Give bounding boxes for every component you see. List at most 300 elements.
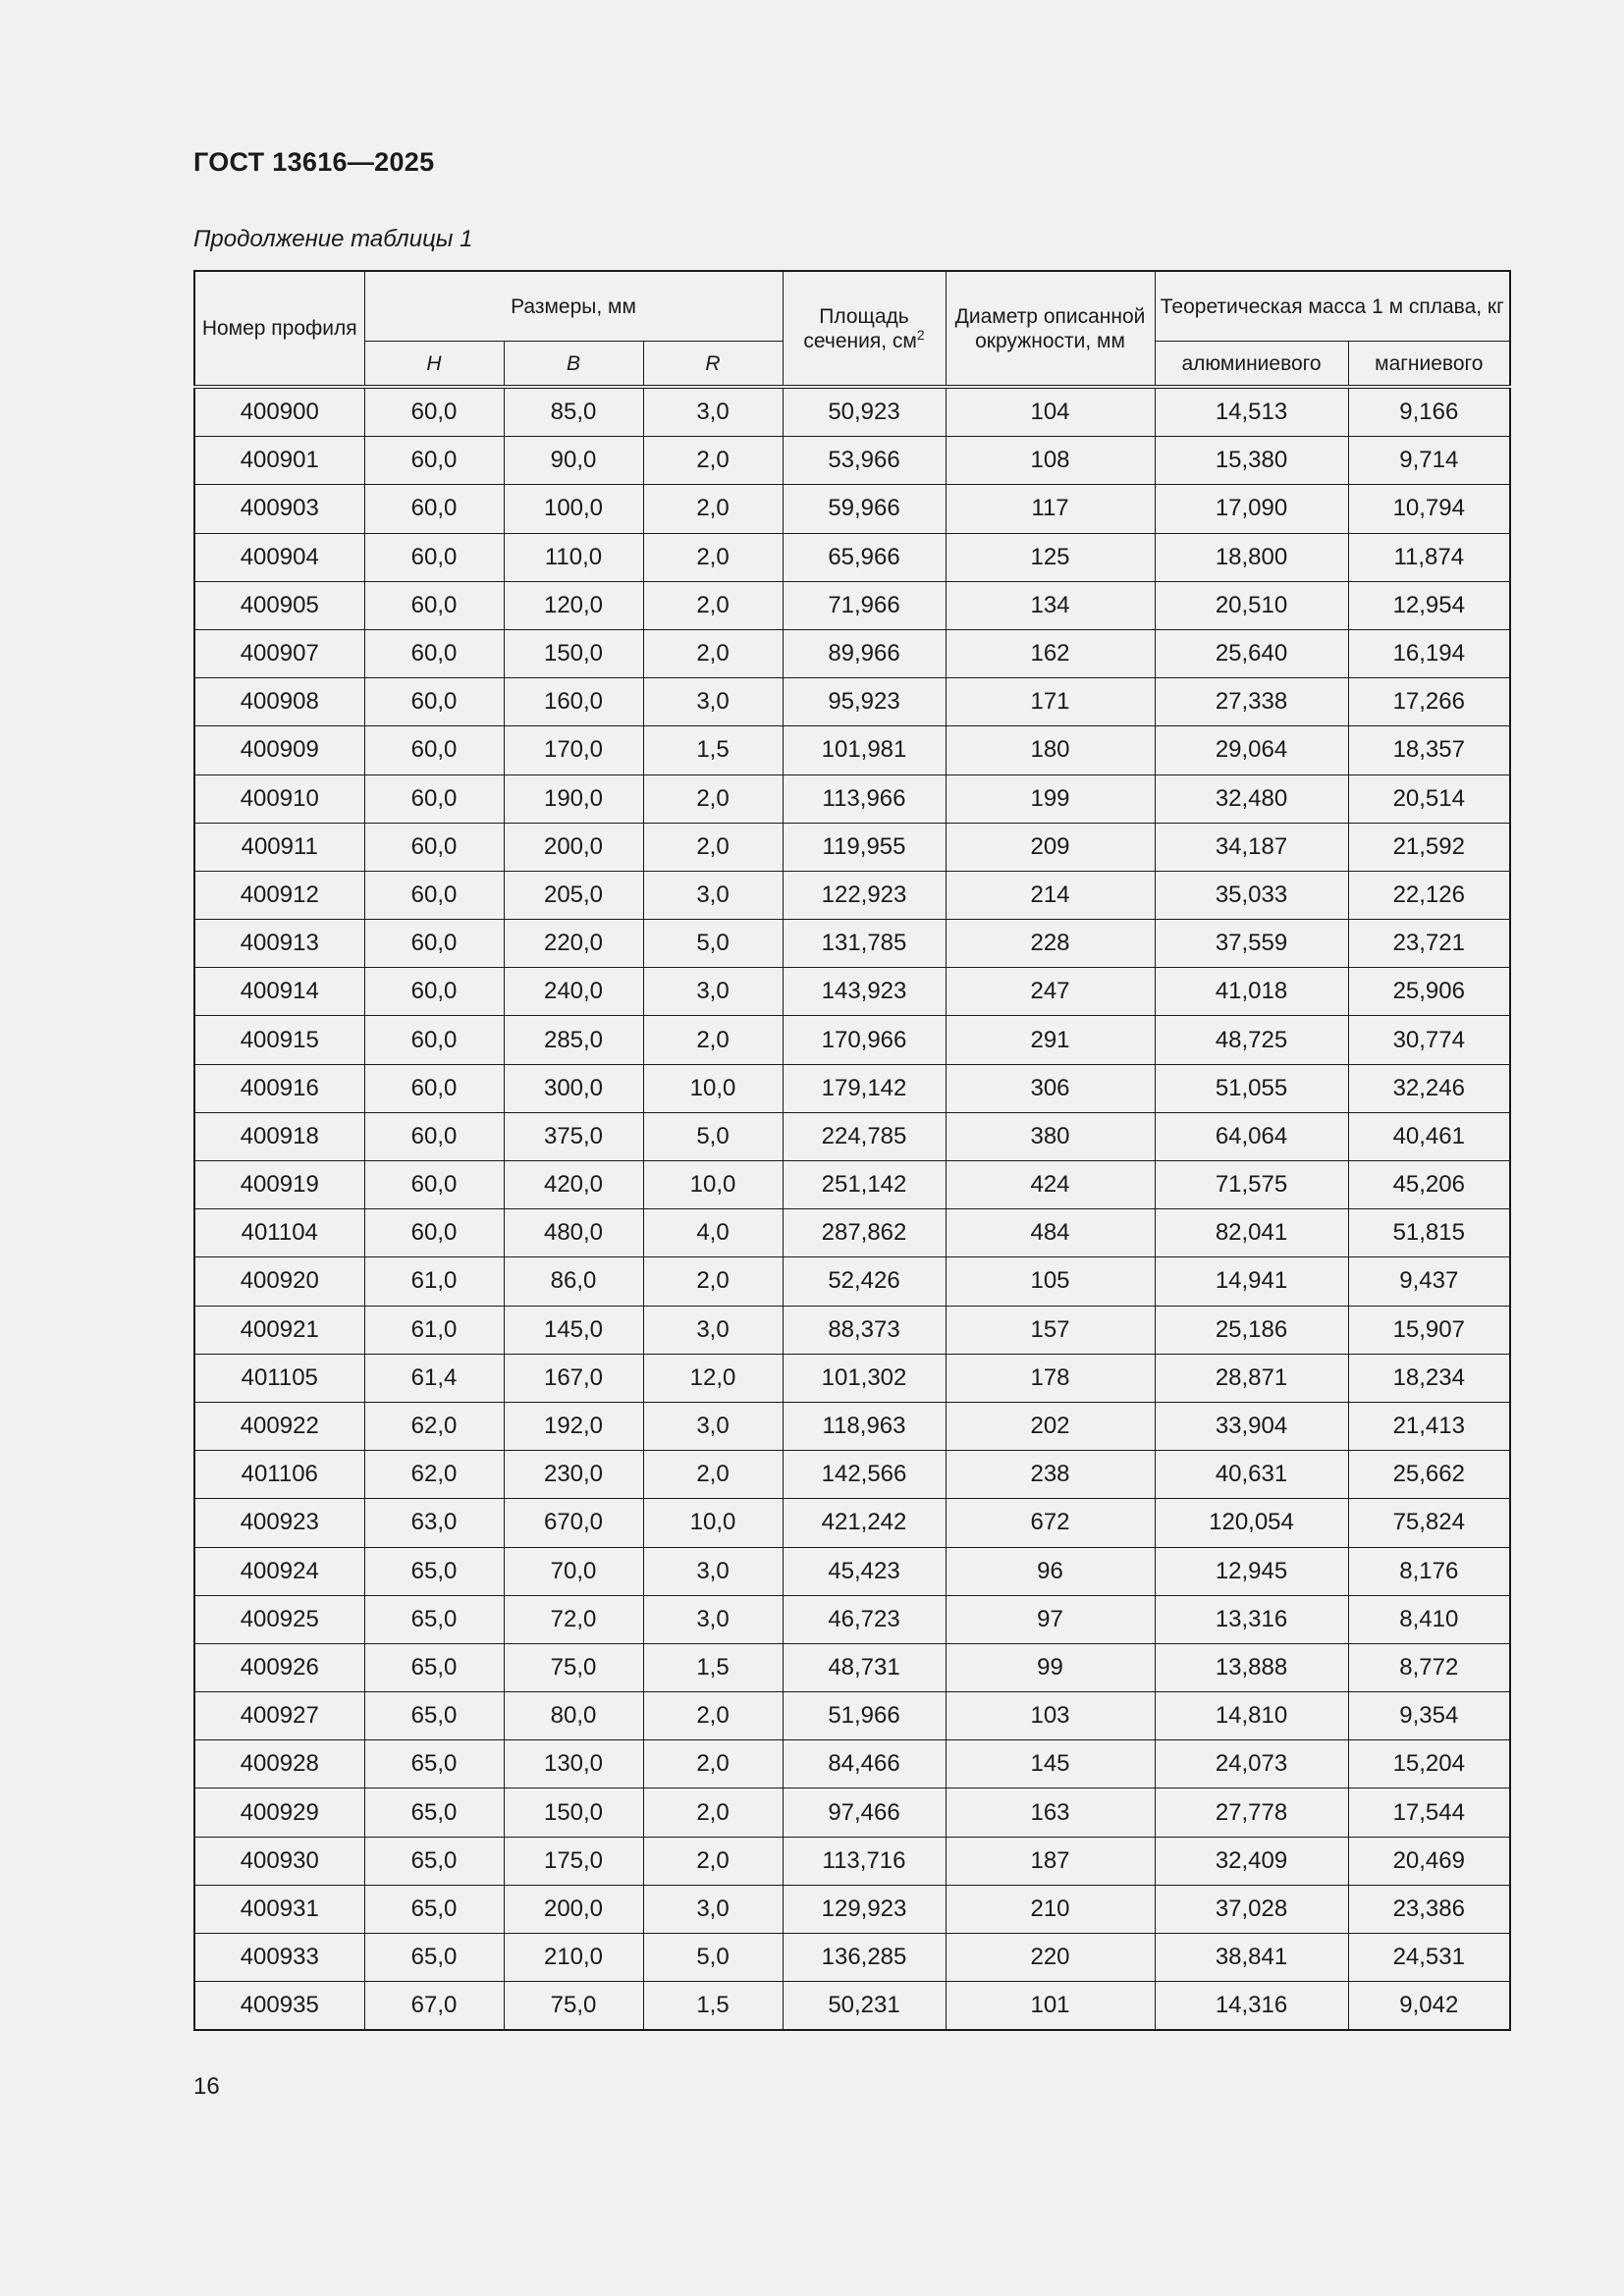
table-cell: 70,0 (504, 1547, 643, 1595)
table-cell: 192,0 (504, 1402, 643, 1450)
table-cell: 400900 (194, 387, 364, 437)
table-cell: 16,194 (1348, 629, 1510, 677)
table-cell: 88,373 (783, 1306, 946, 1354)
table-cell: 150,0 (504, 629, 643, 677)
table-cell: 3,0 (643, 1885, 783, 1933)
table-cell: 89,966 (783, 629, 946, 677)
table-cell: 40,461 (1348, 1112, 1510, 1160)
table-cell: 60,0 (364, 823, 504, 871)
table-cell: 28,871 (1155, 1354, 1348, 1402)
table-cell: 14,316 (1155, 1982, 1348, 2031)
table-cell: 400924 (194, 1547, 364, 1595)
table-cell: 38,841 (1155, 1934, 1348, 1982)
table-row (194, 774, 1510, 823)
table-cell: 34,187 (1155, 823, 1348, 871)
table-cell: 9,437 (1348, 1257, 1510, 1306)
table-cell: 228 (946, 920, 1155, 968)
table-cell: 145 (946, 1740, 1155, 1789)
table-cell: 59,966 (783, 485, 946, 533)
table-row (194, 968, 1510, 1016)
table-cell: 113,966 (783, 774, 946, 823)
table-cell: 60,0 (364, 920, 504, 968)
table-cell: 60,0 (364, 774, 504, 823)
table-cell: 61,0 (364, 1257, 504, 1306)
table-row (194, 1547, 1510, 1595)
table-cell: 11,874 (1348, 533, 1510, 581)
table-row (194, 920, 1510, 968)
table-cell: 400909 (194, 726, 364, 774)
table-cell: 424 (946, 1161, 1155, 1209)
table-cell: 52,426 (783, 1257, 946, 1306)
table-cell: 178 (946, 1354, 1155, 1402)
profiles-table (193, 270, 1511, 2031)
table-cell: 60,0 (364, 968, 504, 1016)
table-cell: 9,714 (1348, 437, 1510, 485)
table-cell: 64,064 (1155, 1112, 1348, 1160)
table-cell: 190,0 (504, 774, 643, 823)
table-cell: 50,923 (783, 387, 946, 437)
table-cell: 12,954 (1348, 581, 1510, 629)
table-cell: 25,640 (1155, 629, 1348, 677)
table-cell: 14,513 (1155, 387, 1348, 437)
table-cell: 2,0 (643, 1451, 783, 1499)
table-cell: 82,041 (1155, 1209, 1348, 1257)
table-cell: 484 (946, 1209, 1155, 1257)
header-area-text: Площадь сечения, см (803, 304, 917, 352)
table-cell: 120,054 (1155, 1499, 1348, 1547)
table-cell: 210 (946, 1885, 1155, 1933)
table-cell: 400925 (194, 1595, 364, 1643)
header-mass: Теоретическая масса 1 м сплава, кг (1155, 271, 1510, 342)
table-cell: 3,0 (643, 1306, 783, 1354)
table-caption: Продолжение таблицы 1 (193, 226, 473, 252)
table-cell: 75,824 (1348, 1499, 1510, 1547)
table-cell: 130,0 (504, 1740, 643, 1789)
header-dimensions: Размеры, мм (364, 271, 783, 342)
table-cell: 400912 (194, 871, 364, 919)
table-cell: 24,531 (1348, 1934, 1510, 1982)
table-cell: 400933 (194, 1934, 364, 1982)
table-cell: 400920 (194, 1257, 364, 1306)
table-cell: 2,0 (643, 823, 783, 871)
table-cell: 85,0 (504, 387, 643, 437)
table-cell: 71,575 (1155, 1161, 1348, 1209)
table-row (194, 1885, 1510, 1933)
table-cell: 27,778 (1155, 1789, 1348, 1837)
table-cell: 103 (946, 1692, 1155, 1740)
table-cell: 17,544 (1348, 1789, 1510, 1837)
table-cell: 136,285 (783, 1934, 946, 1982)
table-cell: 95,923 (783, 678, 946, 726)
table-row (194, 871, 1510, 919)
table-cell: 60,0 (364, 726, 504, 774)
table-cell: 118,963 (783, 1402, 946, 1450)
table-cell: 3,0 (643, 1402, 783, 1450)
table-cell: 60,0 (364, 1064, 504, 1112)
table-cell: 32,409 (1155, 1837, 1348, 1885)
table-row (194, 823, 1510, 871)
table-cell: 62,0 (364, 1402, 504, 1450)
table-cell: 400929 (194, 1789, 364, 1837)
table-cell: 18,357 (1348, 726, 1510, 774)
table-cell: 15,907 (1348, 1306, 1510, 1354)
table-cell: 2,0 (643, 1692, 783, 1740)
table-cell: 2,0 (643, 774, 783, 823)
table-cell: 48,725 (1155, 1016, 1348, 1064)
table-cell: 2,0 (643, 485, 783, 533)
table-cell: 2,0 (643, 533, 783, 581)
table-cell: 20,510 (1155, 581, 1348, 629)
table-cell: 180 (946, 726, 1155, 774)
table-row (194, 1064, 1510, 1112)
table-row (194, 1982, 1510, 2031)
table-cell: 400908 (194, 678, 364, 726)
table-cell: 71,966 (783, 581, 946, 629)
table-cell: 300,0 (504, 1064, 643, 1112)
table-cell: 145,0 (504, 1306, 643, 1354)
table-cell: 401106 (194, 1451, 364, 1499)
table-cell: 14,941 (1155, 1257, 1348, 1306)
table-cell: 2,0 (643, 1789, 783, 1837)
table-cell: 285,0 (504, 1016, 643, 1064)
table-cell: 8,772 (1348, 1643, 1510, 1691)
table-cell: 400935 (194, 1982, 364, 2031)
table-cell: 400921 (194, 1306, 364, 1354)
header-r: R (643, 342, 783, 388)
table-cell: 1,5 (643, 1982, 783, 2031)
table-cell: 60,0 (364, 1209, 504, 1257)
table-row (194, 1112, 1510, 1160)
table-cell: 53,966 (783, 437, 946, 485)
table-row (194, 1740, 1510, 1789)
table-cell: 400905 (194, 581, 364, 629)
table-cell: 40,631 (1155, 1451, 1348, 1499)
table-cell: 3,0 (643, 871, 783, 919)
table-cell: 60,0 (364, 678, 504, 726)
table-cell: 1,5 (643, 1643, 783, 1691)
table-cell: 101 (946, 1982, 1155, 2031)
table-cell: 67,0 (364, 1982, 504, 2031)
table-cell: 170,0 (504, 726, 643, 774)
table-cell: 199 (946, 774, 1155, 823)
table-row (194, 1595, 1510, 1643)
table-cell: 238 (946, 1451, 1155, 1499)
table-cell: 21,592 (1348, 823, 1510, 871)
table-cell: 171 (946, 678, 1155, 726)
table-row (194, 1209, 1510, 1257)
table-cell: 143,923 (783, 968, 946, 1016)
table-cell: 23,386 (1348, 1885, 1510, 1933)
table-cell: 23,721 (1348, 920, 1510, 968)
table-cell: 30,774 (1348, 1016, 1510, 1064)
table-row (194, 1161, 1510, 1209)
table-cell: 247 (946, 968, 1155, 1016)
table-cell: 37,028 (1155, 1885, 1348, 1933)
table-cell: 17,266 (1348, 678, 1510, 726)
table-cell: 32,480 (1155, 774, 1348, 823)
table-cell: 101,302 (783, 1354, 946, 1402)
table-cell: 37,559 (1155, 920, 1348, 968)
table-row (194, 1402, 1510, 1450)
table-cell: 9,166 (1348, 387, 1510, 437)
table-cell: 18,800 (1155, 533, 1348, 581)
table-cell: 3,0 (643, 678, 783, 726)
table-cell: 108 (946, 437, 1155, 485)
table-cell: 12,945 (1155, 1547, 1348, 1595)
table-cell: 400907 (194, 629, 364, 677)
header-profile-number: Номер профиля (194, 271, 364, 387)
table-cell: 210,0 (504, 1934, 643, 1982)
table-cell: 60,0 (364, 533, 504, 581)
table-cell: 2,0 (643, 437, 783, 485)
table-cell: 163 (946, 1789, 1155, 1837)
table-row (194, 387, 1510, 437)
table-cell: 90,0 (504, 437, 643, 485)
table-cell: 421,242 (783, 1499, 946, 1547)
header-area-sup: 2 (916, 326, 925, 343)
table-cell: 72,0 (504, 1595, 643, 1643)
table-row (194, 726, 1510, 774)
table-cell: 61,4 (364, 1354, 504, 1402)
table-cell: 157 (946, 1306, 1155, 1354)
table-cell: 51,815 (1348, 1209, 1510, 1257)
table-cell: 60,0 (364, 629, 504, 677)
header-area (783, 271, 946, 387)
table-cell: 5,0 (643, 920, 783, 968)
table-cell: 122,923 (783, 871, 946, 919)
table-cell: 187 (946, 1837, 1155, 1885)
table-cell: 60,0 (364, 1161, 504, 1209)
table-row (194, 1499, 1510, 1547)
table-body (194, 387, 1510, 2030)
table-cell: 65,0 (364, 1692, 504, 1740)
table-cell: 101,981 (783, 726, 946, 774)
table-cell: 41,018 (1155, 968, 1348, 1016)
table-cell: 51,966 (783, 1692, 946, 1740)
table-cell: 84,466 (783, 1740, 946, 1789)
table-cell: 61,0 (364, 1306, 504, 1354)
table-cell: 86,0 (504, 1257, 643, 1306)
table-cell: 400931 (194, 1885, 364, 1933)
table-cell: 162 (946, 629, 1155, 677)
table-cell: 400928 (194, 1740, 364, 1789)
table-cell: 119,955 (783, 823, 946, 871)
table-cell: 65,0 (364, 1740, 504, 1789)
table-cell: 400930 (194, 1837, 364, 1885)
table-row (194, 581, 1510, 629)
table-cell: 9,354 (1348, 1692, 1510, 1740)
table-cell: 60,0 (364, 1016, 504, 1064)
table-cell: 60,0 (364, 387, 504, 437)
table-cell: 205,0 (504, 871, 643, 919)
table-cell: 32,246 (1348, 1064, 1510, 1112)
table-cell: 60,0 (364, 1112, 504, 1160)
table-cell: 17,090 (1155, 485, 1348, 533)
table-cell: 51,055 (1155, 1064, 1348, 1112)
table-cell: 1,5 (643, 726, 783, 774)
table-cell: 287,862 (783, 1209, 946, 1257)
table-cell: 104 (946, 387, 1155, 437)
table-cell: 65,0 (364, 1837, 504, 1885)
table-cell: 420,0 (504, 1161, 643, 1209)
table-cell: 33,904 (1155, 1402, 1348, 1450)
table-cell: 75,0 (504, 1643, 643, 1691)
table-cell: 2,0 (643, 1257, 783, 1306)
table-cell: 117 (946, 485, 1155, 533)
table-cell: 113,716 (783, 1837, 946, 1885)
table-cell: 202 (946, 1402, 1155, 1450)
table-cell: 480,0 (504, 1209, 643, 1257)
table-cell: 400901 (194, 437, 364, 485)
table-cell: 27,338 (1155, 678, 1348, 726)
table-cell: 3,0 (643, 968, 783, 1016)
table-cell: 160,0 (504, 678, 643, 726)
table-cell: 2,0 (643, 1837, 783, 1885)
table-cell: 230,0 (504, 1451, 643, 1499)
table-cell: 13,316 (1155, 1595, 1348, 1643)
table-cell: 97,466 (783, 1789, 946, 1837)
table-row (194, 1451, 1510, 1499)
table-cell: 179,142 (783, 1064, 946, 1112)
table-cell: 400914 (194, 968, 364, 1016)
table-cell: 63,0 (364, 1499, 504, 1547)
table-cell: 25,662 (1348, 1451, 1510, 1499)
header-h: H (364, 342, 504, 388)
table-cell: 60,0 (364, 871, 504, 919)
table-cell: 400926 (194, 1643, 364, 1691)
table-row (194, 1789, 1510, 1837)
table-cell: 20,469 (1348, 1837, 1510, 1885)
table-cell: 65,0 (364, 1643, 504, 1691)
table-cell: 400916 (194, 1064, 364, 1112)
table-cell: 45,423 (783, 1547, 946, 1595)
table-cell: 672 (946, 1499, 1155, 1547)
table-row (194, 629, 1510, 677)
table-cell: 18,234 (1348, 1354, 1510, 1402)
table-row (194, 1643, 1510, 1691)
table-cell: 401105 (194, 1354, 364, 1402)
table-cell: 22,126 (1348, 871, 1510, 919)
table-cell: 60,0 (364, 581, 504, 629)
table-cell: 400922 (194, 1402, 364, 1450)
table-cell: 220,0 (504, 920, 643, 968)
table-cell: 8,176 (1348, 1547, 1510, 1595)
table-row (194, 485, 1510, 533)
table-row (194, 1016, 1510, 1064)
table-cell: 12,0 (643, 1354, 783, 1402)
table-cell: 96 (946, 1547, 1155, 1595)
header-aluminium: алюминиевого (1155, 342, 1348, 388)
table-cell: 14,810 (1155, 1692, 1348, 1740)
table-cell: 400923 (194, 1499, 364, 1547)
table-cell: 65,0 (364, 1885, 504, 1933)
table-cell: 62,0 (364, 1451, 504, 1499)
table-row (194, 1837, 1510, 1885)
table-cell: 224,785 (783, 1112, 946, 1160)
table-cell: 401104 (194, 1209, 364, 1257)
table-cell: 110,0 (504, 533, 643, 581)
table-cell: 29,064 (1155, 726, 1348, 774)
header-b: B (504, 342, 643, 388)
table-row (194, 1354, 1510, 1402)
table-cell: 2,0 (643, 1740, 783, 1789)
table-cell: 400911 (194, 823, 364, 871)
table-cell: 200,0 (504, 1885, 643, 1933)
table-row (194, 1934, 1510, 1982)
table-cell: 80,0 (504, 1692, 643, 1740)
table-cell: 10,0 (643, 1064, 783, 1112)
table-cell: 209 (946, 823, 1155, 871)
table-cell: 400904 (194, 533, 364, 581)
table-cell: 200,0 (504, 823, 643, 871)
table-cell: 25,186 (1155, 1306, 1348, 1354)
table-cell: 65,0 (364, 1789, 504, 1837)
table-cell: 24,073 (1155, 1740, 1348, 1789)
table-cell: 380 (946, 1112, 1155, 1160)
table-cell: 251,142 (783, 1161, 946, 1209)
table-cell: 5,0 (643, 1934, 783, 1982)
table-cell: 10,794 (1348, 485, 1510, 533)
table-cell: 129,923 (783, 1885, 946, 1933)
table-row (194, 678, 1510, 726)
table-cell: 65,966 (783, 533, 946, 581)
table-cell: 100,0 (504, 485, 643, 533)
table-cell: 35,033 (1155, 871, 1348, 919)
table-cell: 170,966 (783, 1016, 946, 1064)
table-cell: 3,0 (643, 1547, 783, 1595)
table-cell: 10,0 (643, 1499, 783, 1547)
table-cell: 400910 (194, 774, 364, 823)
table-row (194, 533, 1510, 581)
table-cell: 142,566 (783, 1451, 946, 1499)
table-cell: 48,731 (783, 1643, 946, 1691)
table-cell: 45,206 (1348, 1161, 1510, 1209)
table-cell: 400903 (194, 485, 364, 533)
table-cell: 2,0 (643, 629, 783, 677)
table-row (194, 437, 1510, 485)
table-cell: 50,231 (783, 1982, 946, 2031)
table-cell: 400913 (194, 920, 364, 968)
table-cell: 240,0 (504, 968, 643, 1016)
table-cell: 10,0 (643, 1161, 783, 1209)
table-row (194, 1306, 1510, 1354)
table-cell: 400918 (194, 1112, 364, 1160)
table-cell: 15,204 (1348, 1740, 1510, 1789)
table-cell: 220 (946, 1934, 1155, 1982)
table-cell: 65,0 (364, 1595, 504, 1643)
table-cell: 46,723 (783, 1595, 946, 1643)
table-cell: 20,514 (1348, 774, 1510, 823)
table-cell: 97 (946, 1595, 1155, 1643)
page-number: 16 (193, 2073, 220, 2100)
table-cell: 60,0 (364, 437, 504, 485)
table-row (194, 1257, 1510, 1306)
table-cell: 13,888 (1155, 1643, 1348, 1691)
table-cell: 400915 (194, 1016, 364, 1064)
table-cell: 21,413 (1348, 1402, 1510, 1450)
table-cell: 65,0 (364, 1934, 504, 1982)
table-cell: 131,785 (783, 920, 946, 968)
table-cell: 291 (946, 1016, 1155, 1064)
table-row (194, 1692, 1510, 1740)
table-cell: 306 (946, 1064, 1155, 1112)
table-cell: 60,0 (364, 485, 504, 533)
table-cell: 3,0 (643, 387, 783, 437)
table-cell: 670,0 (504, 1499, 643, 1547)
table-cell: 75,0 (504, 1982, 643, 2031)
table-cell: 105 (946, 1257, 1155, 1306)
table-cell: 175,0 (504, 1837, 643, 1885)
